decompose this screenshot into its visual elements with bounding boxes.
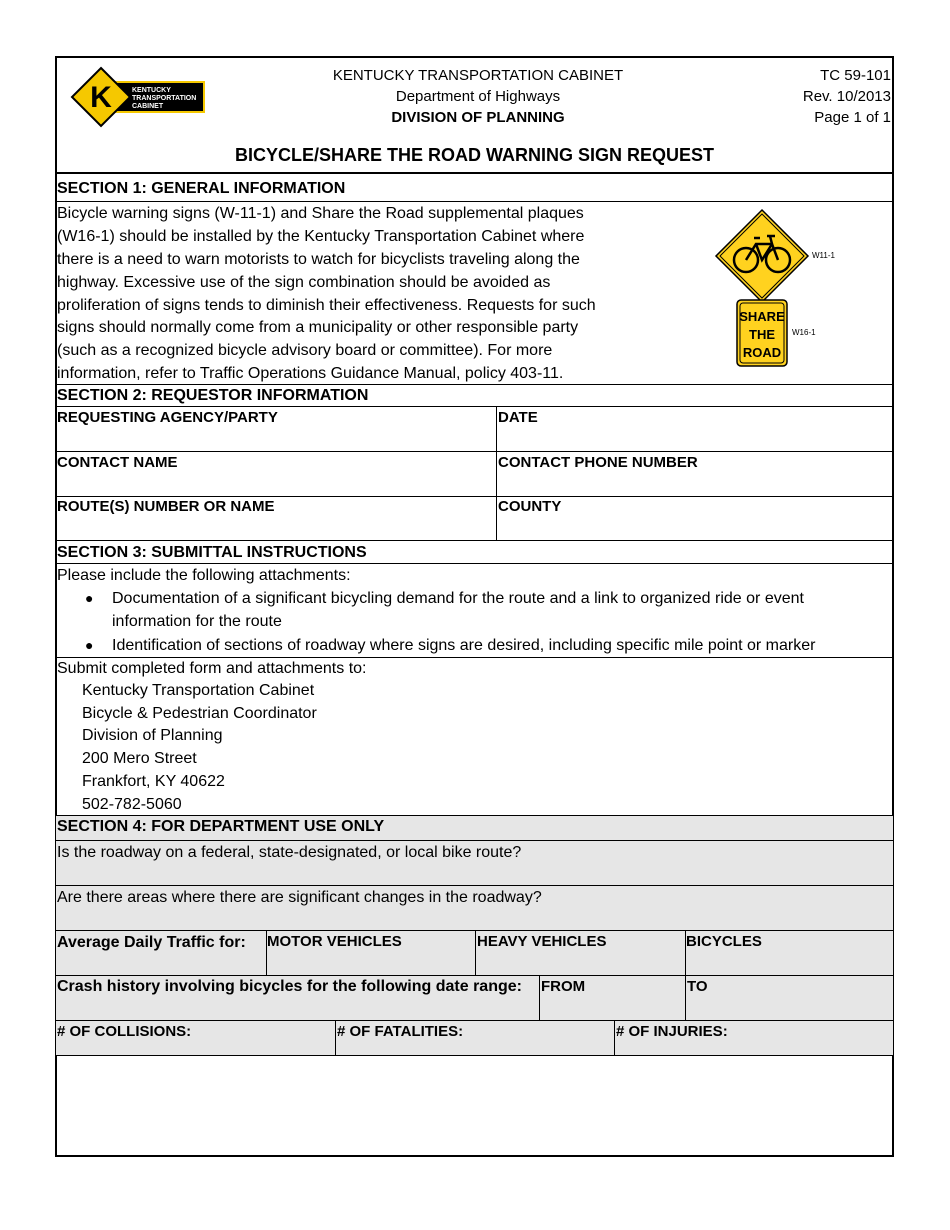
injuries-field[interactable]: # OF INJURIES: — [616, 1023, 728, 1040]
section1-line-3: there is a need to warn motorists to watch for bicyclists traveling along the — [57, 251, 580, 268]
collisions-field[interactable]: # OF COLLISIONS: — [57, 1023, 192, 1040]
agency-name: KENTUCKY TRANSPORTATION CABINET — [332, 67, 624, 84]
plaque-line-3: ROAD — [742, 345, 782, 360]
kytc-logo — [70, 66, 206, 128]
crash-col-2 — [685, 975, 686, 1020]
route-field[interactable]: ROUTE(S) NUMBER OR NAME — [57, 498, 275, 515]
motor-vehicles-field[interactable]: MOTOR VEHICLES — [267, 933, 402, 950]
section1-line-1: Bicycle warning signs (W-11-1) and Share the Road supplemental plaques — [57, 205, 584, 222]
section1-line-5: proliferation of signs tends to diminish their effectiveness. Requests for such — [57, 297, 596, 314]
section1-line-2: (W16-1) should be installed by the Kentucky Transportation Cabinet where — [57, 228, 585, 245]
counts-col-2 — [614, 1020, 615, 1055]
address-line-2: Bicycle & Pedestrian Coordinator — [82, 705, 317, 722]
question-divider-1 — [56, 885, 893, 886]
bicycle-warning-sign-icon — [716, 210, 808, 302]
contact-phone-field[interactable]: CONTACT PHONE NUMBER — [498, 454, 698, 471]
attachments-intro: Please include the following attachments: — [57, 567, 351, 584]
notes-area[interactable] — [57, 1056, 892, 1155]
section1-divider — [56, 201, 893, 202]
bicycle-sign-graphic — [712, 208, 842, 370]
logo-text-line-3: CABINET — [132, 103, 164, 110]
attachment-1-line-1: Documentation of a significant bicycling demand for the route and a link to organized ride or event — [112, 590, 804, 607]
bullet-icon-1: ● — [85, 590, 94, 606]
fatalities-field[interactable]: # OF FATALITIES: — [337, 1023, 464, 1040]
address-line-6: 502-782-5060 — [82, 796, 182, 813]
heavy-vehicles-field[interactable]: HEAVY VEHICLES — [477, 933, 607, 950]
title-divider — [56, 172, 893, 174]
logo-text-line-1: KENTUCKY — [132, 87, 171, 94]
section3-divider — [56, 563, 893, 564]
crash-history-label: Crash history involving bicycles for the following date range: — [57, 978, 522, 995]
section4-heading: SECTION 4: FOR DEPARTMENT USE ONLY — [57, 818, 385, 835]
address-line-4: 200 Mero Street — [82, 750, 197, 767]
crash-col-1 — [539, 975, 540, 1020]
division-name: DIVISION OF PLANNING — [391, 109, 565, 126]
from-date-field[interactable]: FROM — [541, 978, 586, 995]
section4-divider — [56, 840, 893, 841]
logo-text-line-2: TRANSPORTATION — [132, 95, 197, 102]
to-date-field[interactable]: TO — [687, 978, 708, 995]
section1-line-7: (such as a recognized bicycle advisory board or committee). For more — [57, 342, 553, 359]
bike-route-question[interactable]: Is the roadway on a federal, state-designated, or local bike route? — [57, 844, 522, 861]
plaque-line-2: THE — [749, 327, 775, 342]
svg-text:K: K — [90, 81, 112, 114]
bicycles-field[interactable]: BICYCLES — [686, 933, 762, 950]
section2-row-divider-1 — [56, 451, 893, 452]
requesting-agency-field[interactable]: REQUESTING AGENCY/PARTY — [57, 409, 278, 426]
form-title: BICYCLE/SHARE THE ROAD WARNING SIGN REQUEST — [234, 145, 715, 165]
address-line-1: Kentucky Transportation Cabinet — [82, 682, 315, 699]
attachment-2: Identification of sections of roadway where signs are desired, including specific mile point or marker — [112, 637, 816, 654]
counts-col-1 — [335, 1020, 336, 1055]
bullet-icon-2: ● — [85, 637, 94, 653]
form-number: TC 59-101 — [820, 67, 891, 84]
section1-line-6: signs should normally come from a municipality or other responsible party — [57, 319, 579, 336]
revision: Rev. 10/2013 — [802, 88, 891, 105]
address-line-3: Division of Planning — [82, 727, 223, 744]
adt-col-2 — [475, 930, 476, 975]
plaque-line-1: SHARE — [739, 309, 785, 324]
section2-end-divider — [56, 540, 893, 541]
adt-label: Average Daily Traffic for: — [57, 934, 246, 951]
county-field[interactable]: COUNTY — [498, 498, 562, 515]
section3-heading: SECTION 3: SUBMITTAL INSTRUCTIONS — [57, 544, 367, 561]
section2-heading: SECTION 2: REQUESTOR INFORMATION — [57, 387, 369, 404]
section1-heading: SECTION 1: GENERAL INFORMATION — [57, 180, 346, 197]
w11-1-label: W11-1 — [812, 251, 835, 260]
share-the-road-plaque-icon — [737, 300, 787, 366]
date-field[interactable]: DATE — [498, 409, 538, 426]
contact-name-field[interactable]: CONTACT NAME — [57, 454, 178, 471]
address-line-5: Frankfort, KY 40622 — [82, 773, 225, 790]
w16-1-label: W16-1 — [792, 328, 816, 337]
attachment-1-line-2: information for the route — [112, 613, 282, 630]
page-number: Page 1 of 1 — [814, 109, 891, 126]
roadway-changes-question[interactable]: Are there areas where there are significant changes in the roadway? — [57, 889, 542, 906]
section1-line-4: highway. Excessive use of the sign combination should be avoided as — [57, 274, 551, 291]
section2-column-divider — [496, 406, 497, 540]
submit-intro: Submit completed form and attachments to: — [57, 660, 367, 677]
section1-line-8: information, refer to Traffic Operations Guidance Manual, policy 403-11. — [57, 365, 564, 382]
department-name: Department of Highways — [395, 88, 561, 105]
